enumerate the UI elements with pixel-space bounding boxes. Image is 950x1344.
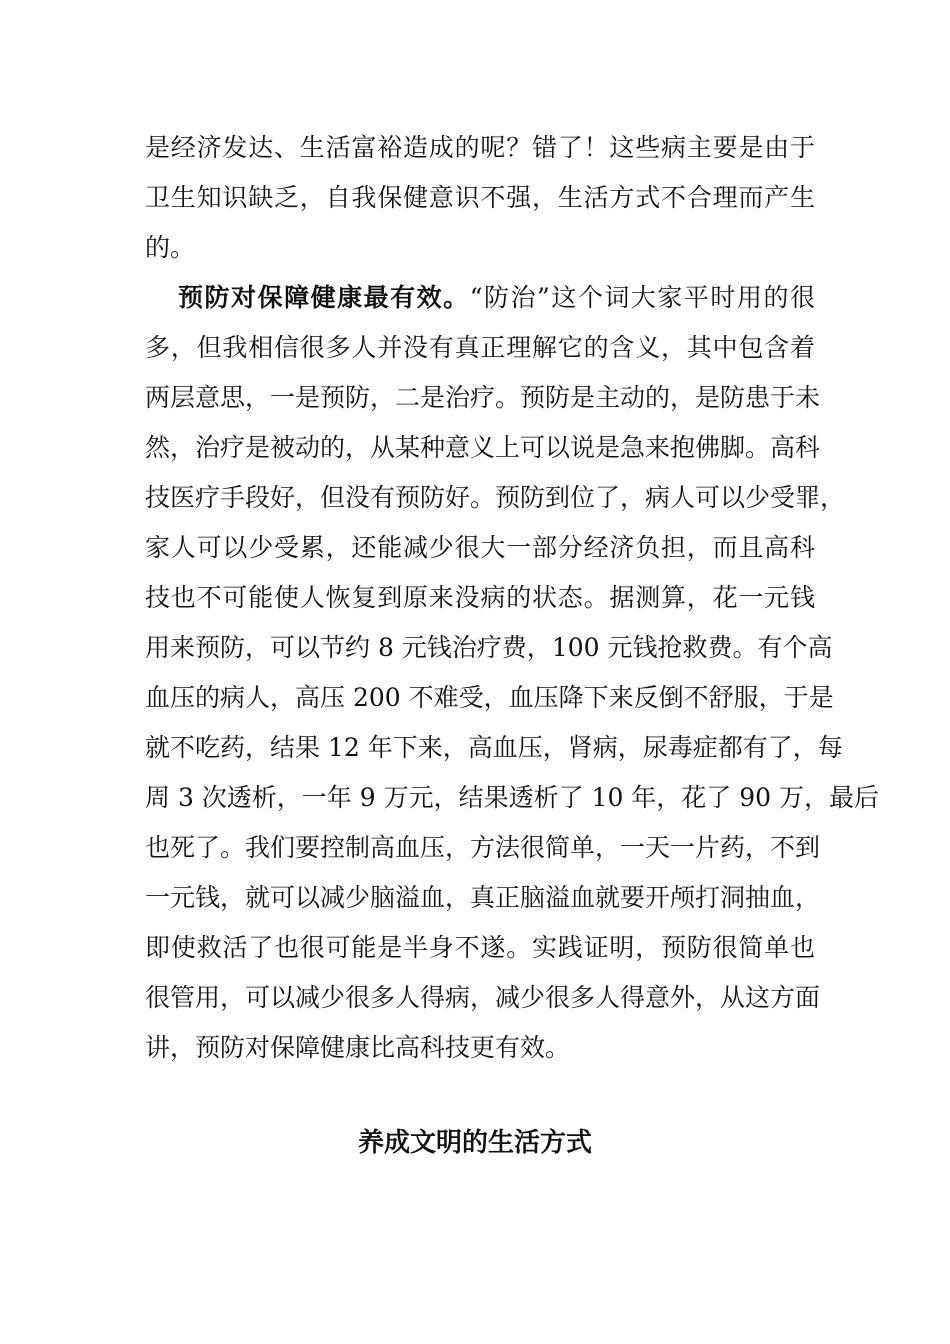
- paragraph-2-line-12: 也死了。我们要控制高血压，方法很简单，一天一片药，不到: [145, 833, 821, 862]
- paragraph-2-line-13: 一元钱，就可以减少脑溢血，真正脑溢血就要开颅打洞抽血，: [145, 883, 821, 912]
- paragraph-2-line-8: 用来预防，可以节约 8 元钱治疗费，100 元钱抢救费。有个高: [145, 633, 833, 662]
- paragraph-2-line-7: 技也不可能使人恢复到原来没病的状态。据测算，花一元钱: [145, 583, 815, 612]
- paragraph-2-line-14: 即使救活了也很可能是半身不遂。实践证明，预防很简单也: [145, 933, 815, 962]
- paragraph-2-line-1-rest: “防治”这个词大家平时用的很: [469, 283, 815, 312]
- paragraph-2-line-16: 讲，预防对保障健康比高科技更有效。: [145, 1033, 571, 1062]
- paragraph-1-line-2: 卫生知识缺乏，自我保健意识不强，生活方式不合理而产生: [145, 183, 815, 212]
- paragraph-2-line-4: 然，治疗是被动的，从某种意义上可以说是急来抱佛脚。高科: [145, 433, 821, 462]
- paragraph-2-line-1: [178, 273, 815, 323]
- paragraph-2-line-9: 血压的病人，高压 200 不难受，血压降下来反倒不舒服，于是: [145, 683, 834, 712]
- paragraph-2-line-5: 技医疗手段好，但没有预防好。预防到位了，病人可以少受罪，: [145, 483, 846, 512]
- paragraph-2-line-15: 很管用，可以减少很多人得病，减少很多人得意外，从这方面: [145, 983, 821, 1012]
- section-heading: 养成文明的生活方式: [357, 1128, 592, 1158]
- paragraph-2-line-10: 就不吃药，结果 12 年下来，高血压，肾病，尿毒症都有了，每: [145, 733, 843, 762]
- paragraph-2-lead: 预防对保障健康最有效。: [178, 283, 470, 312]
- paragraph-2-line-3: 两层意思，一是预防，二是治疗。预防是主动的，是防患于未: [145, 383, 821, 412]
- paragraph-2-line-6: 家人可以少受累，还能减少很大一部分经济负担，而且高科: [145, 533, 815, 562]
- paragraph-1-line-1: 是经济发达、生活富裕造成的呢？错了！这些病主要是由于: [145, 133, 815, 162]
- paragraph-2-line-11: 周 3 次透析，一年 9 万元，结果透析了 10 年，花了 90 万，最后: [145, 783, 880, 812]
- paragraph-1-line-3: 的。: [145, 233, 196, 262]
- paragraph-2-line-2: 多，但我相信很多人并没有真正理解它的含义，其中包含着: [145, 333, 815, 362]
